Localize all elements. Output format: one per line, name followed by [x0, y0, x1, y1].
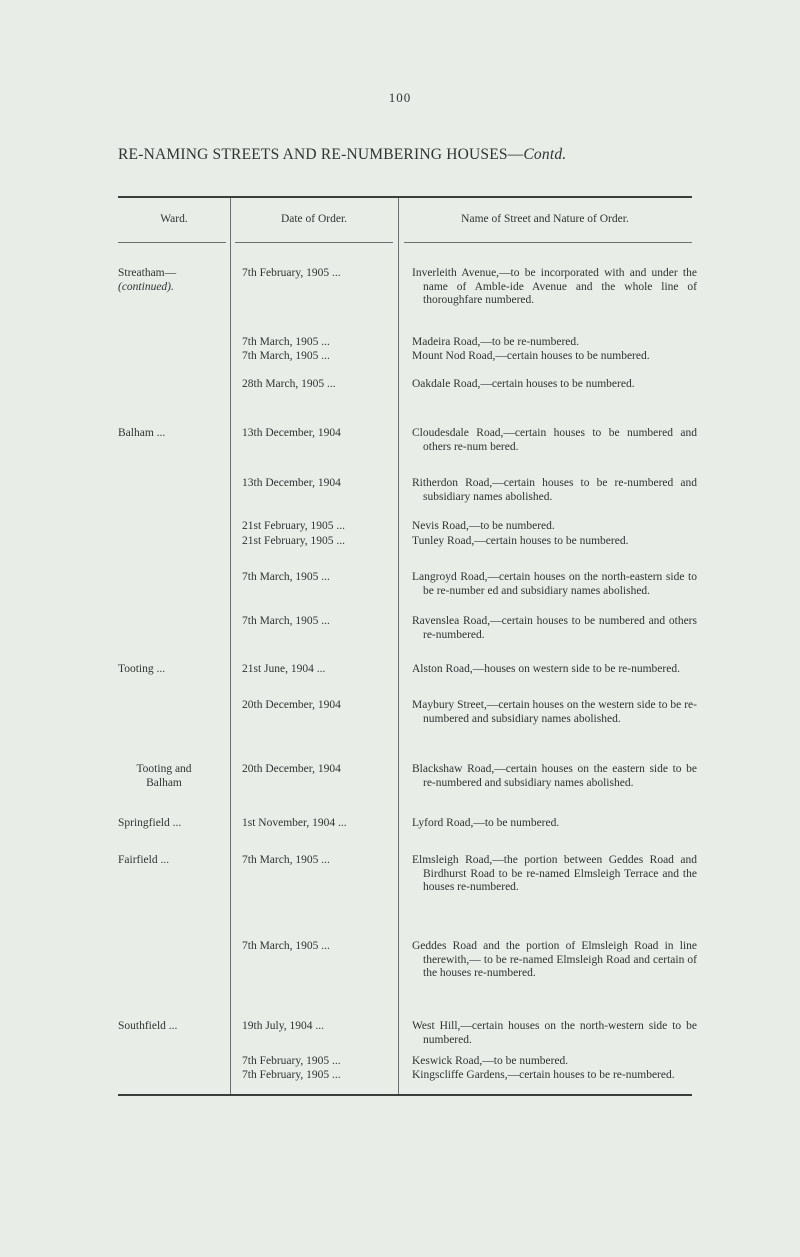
- header-ward: Ward.: [160, 213, 188, 225]
- order-description: Alston Road,—houses on western side to be re-numbered.: [412, 663, 680, 675]
- order-description: Kingscliffe Gardens,—certain houses to be re-numbered.: [412, 1069, 675, 1081]
- order-description: Geddes Road and the portion of Elmsleigh Road in line therewith,— to be re-named Elmsleigh Road and certain of the houses re-numbered.: [412, 940, 697, 979]
- ward-cell: Springfield ...: [118, 817, 182, 829]
- order-date: 20th December, 1904: [242, 763, 341, 775]
- order-description: Keswick Road,—to be numbered.: [412, 1055, 569, 1067]
- order-date: 13th December, 1904: [242, 477, 341, 489]
- order-date: 7th March, 1905 ...: [242, 615, 330, 627]
- order-date: 7th March, 1905 ...: [242, 940, 330, 952]
- order-description: Inverleith Avenue,—to be incorporated with and under the name of Amble-ide Avenue and the whole line of thoroughfare numbered.: [412, 267, 697, 306]
- ward-cell: Streatham— (continued).: [118, 267, 177, 293]
- ward-cell: Fairfield ...: [118, 854, 170, 866]
- order-description: Maybury Street,—certain houses on the western side to be re-numbered and subsidiary names abolished.: [412, 699, 697, 725]
- order-date: 21st February, 1905 ...: [242, 520, 346, 532]
- order-date: 7th February, 1905 ...: [242, 1069, 341, 1081]
- order-description: Tunley Road,—certain houses to be numbered.: [412, 535, 629, 547]
- order-date: 7th March, 1905 ...: [242, 571, 330, 583]
- order-description: Ravenslea Road,—certain houses to be numbered and others re-numbered.: [412, 615, 697, 641]
- order-description: Nevis Road,—to be numbered.: [412, 520, 555, 532]
- title-contd: Contd.: [523, 146, 567, 163]
- order-date: 13th December, 1904: [242, 427, 341, 439]
- header-rule: [118, 242, 226, 243]
- order-description: West Hill,—certain houses on the north-western side to be numbered.: [412, 1020, 697, 1046]
- page-title: [118, 146, 718, 164]
- order-description: Oakdale Road,—certain houses to be numbered.: [412, 378, 635, 390]
- table-bottom-rule: [118, 1094, 692, 1096]
- order-date: 7th March, 1905 ...: [242, 350, 330, 362]
- order-date: 20th December, 1904: [242, 699, 341, 711]
- order-date: 7th March, 1905 ...: [242, 854, 330, 866]
- page-number: 100: [388, 90, 412, 105]
- order-date: 1st November, 1904 ...: [242, 817, 347, 829]
- ward-cell: Southfield ...: [118, 1020, 178, 1032]
- header-rule: [235, 242, 393, 243]
- header-rule: [404, 242, 692, 243]
- table-top-rule: [118, 196, 692, 198]
- order-description: Blackshaw Road,—certain houses on the eastern side to be re-numbered and subsidiary names abolished.: [412, 763, 697, 789]
- order-description: Mount Nod Road,—certain houses to be numbered.: [412, 350, 650, 362]
- column-divider-ward-date: [230, 198, 231, 1094]
- order-date: 21st February, 1905 ...: [242, 535, 346, 547]
- order-description: Langroyd Road,—certain houses on the north-eastern side to be re-number ed and subsidiary names abolished.: [412, 571, 697, 597]
- order-description: Ritherdon Road,—certain houses to be re-numbered and subsidiary names abolished.: [412, 477, 697, 503]
- title-main: RE-NAMING STREETS AND RE-NUMBERING HOUSES—: [118, 146, 524, 163]
- order-description: Lyford Road,—to be numbered.: [412, 817, 560, 829]
- order-date: 21st June, 1904 ...: [242, 663, 326, 675]
- order-description: Cloudesdale Road,—certain houses to be numbered and others re-num bered.: [412, 427, 697, 453]
- order-description: Elmsleigh Road,—the portion between Geddes Road and Birdhurst Road to be re-named Elmsleigh Terrace and the houses re-numbered.: [412, 854, 697, 893]
- column-divider-date-name: [398, 198, 399, 1094]
- order-date: 28th March, 1905 ...: [242, 378, 336, 390]
- ward-cell: Tooting ...: [118, 663, 166, 675]
- order-date: 19th July, 1904 ...: [242, 1020, 324, 1032]
- order-date: 7th February, 1905 ...: [242, 1055, 341, 1067]
- order-description: Madeira Road,—to be re-numbered.: [412, 336, 580, 348]
- header-name: Name of Street and Nature of Order.: [461, 213, 629, 225]
- header-date: Date of Order.: [280, 213, 348, 225]
- order-date: 7th March, 1905 ...: [242, 336, 330, 348]
- ward-cell: Tooting and Balham: [136, 763, 192, 789]
- ward-cell: Balham ...: [118, 427, 166, 439]
- order-date: 7th February, 1905 ...: [242, 267, 341, 279]
